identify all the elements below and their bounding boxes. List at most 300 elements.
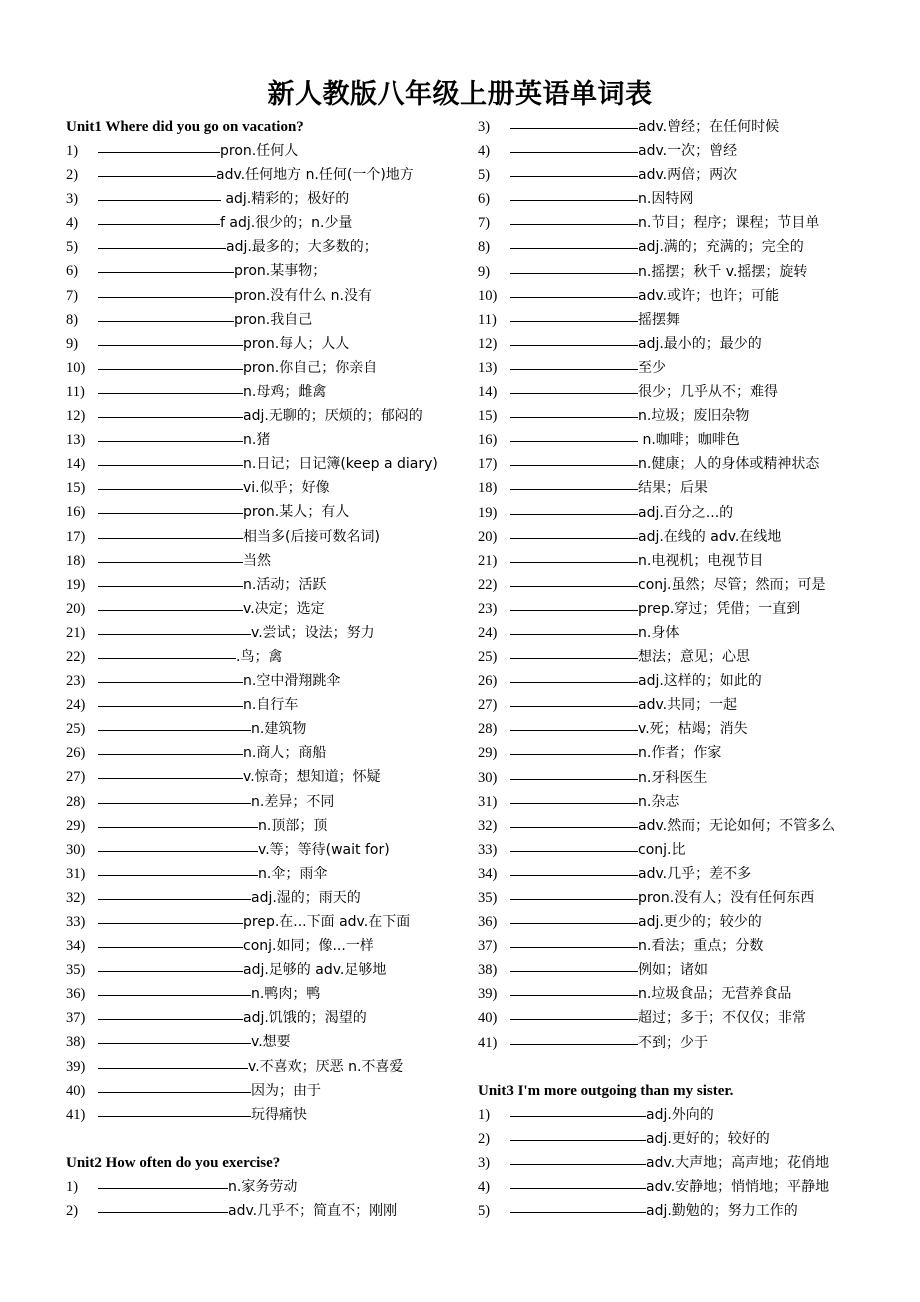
item-number: 6) <box>66 263 79 280</box>
definition-text: 结果；后果 <box>638 480 708 497</box>
item-number: 21) <box>478 552 498 569</box>
answer-blank[interactable] <box>510 609 638 611</box>
definition-text: n.顶部；顶 <box>258 817 328 834</box>
definition-text: adj.饥饿的；渴望的 <box>243 1010 367 1027</box>
item-number: 19) <box>478 504 498 521</box>
item-number: 40) <box>478 1010 498 1027</box>
vocab-row <box>66 380 466 404</box>
vocab-row <box>66 452 466 476</box>
vocab-row <box>66 765 466 789</box>
answer-blank[interactable] <box>98 1018 243 1020</box>
unit2-word-list-left <box>66 1175 466 1223</box>
definition-text: adv.几乎；差不多 <box>638 865 752 882</box>
vocab-row <box>478 139 898 163</box>
item-number: 1) <box>478 1106 491 1123</box>
answer-blank[interactable] <box>98 440 243 442</box>
definition-text: adv.然而；无论如何；不管多么 <box>638 817 836 834</box>
answer-blank[interactable] <box>98 223 220 225</box>
item-number: 2) <box>478 1130 491 1147</box>
page-title: 新人教版八年级上册英语单词表 <box>267 79 653 110</box>
vocab-row <box>66 982 466 1006</box>
answer-blank[interactable] <box>510 296 638 298</box>
definition-text: 想法；意见；心思 <box>638 649 750 666</box>
definition-text: f adj.很少的；n.少量 <box>220 215 353 232</box>
definition-text: 至少 <box>638 359 666 376</box>
definition-text: adj.满的；充满的；完全的 <box>638 239 804 256</box>
definition-text: 当然 <box>243 552 271 569</box>
answer-blank[interactable] <box>98 657 236 659</box>
vocab-row <box>478 356 898 380</box>
answer-blank[interactable] <box>98 970 243 972</box>
answer-blank[interactable] <box>510 753 638 755</box>
item-number: 12) <box>478 335 498 352</box>
item-number: 36) <box>66 986 86 1003</box>
answer-blank[interactable] <box>98 898 251 900</box>
definition-text: n.作者；作家 <box>638 745 722 762</box>
definition-text: n.建筑物 <box>251 721 307 738</box>
item-number: 33) <box>478 841 498 858</box>
answer-blank[interactable] <box>510 1163 646 1165</box>
definition-text: v.不喜欢；厌恶 n.不喜爱 <box>248 1058 404 1075</box>
answer-blank[interactable] <box>98 175 216 177</box>
answer-blank[interactable] <box>510 946 638 948</box>
vocab-row <box>66 934 466 958</box>
definition-text: 例如；诸如 <box>638 962 708 979</box>
answer-blank[interactable] <box>98 464 243 466</box>
definition-text: n.差异；不同 <box>251 793 335 810</box>
vocab-row <box>66 356 466 380</box>
answer-blank[interactable] <box>98 561 243 563</box>
item-number: 30) <box>478 769 498 786</box>
item-number: 10) <box>478 287 498 304</box>
definition-text: n.空中滑翔跳伞 <box>243 673 341 690</box>
definition-text: n.节目；程序；课程；节目单 <box>638 215 820 232</box>
item-number: 29) <box>66 817 86 834</box>
answer-blank[interactable] <box>98 392 243 394</box>
item-number: 17) <box>66 528 86 545</box>
definition-text: n.身体 <box>638 624 680 641</box>
definition-text: n.牙科医生 <box>638 769 708 786</box>
unit3-heading: Unit3 I'm more outgoing than my sister. <box>478 1082 734 1099</box>
item-number: 16) <box>66 504 86 521</box>
definition-text: prep.穿过；凭借；一直到 <box>638 600 801 617</box>
item-number: 35) <box>66 962 86 979</box>
answer-blank[interactable] <box>510 1187 646 1189</box>
unit2-word-list-right <box>478 115 898 1055</box>
item-number: 30) <box>66 841 86 858</box>
item-number: 1) <box>66 1178 79 1195</box>
answer-blank[interactable] <box>98 826 258 828</box>
answer-blank[interactable] <box>510 247 638 249</box>
answer-blank[interactable] <box>98 1067 248 1069</box>
definition-text: 因为；由于 <box>251 1082 321 1099</box>
answer-blank[interactable] <box>510 320 638 322</box>
answer-blank[interactable] <box>98 368 243 370</box>
vocab-row <box>478 1151 898 1175</box>
answer-blank[interactable] <box>510 778 638 780</box>
answer-blank[interactable] <box>510 537 638 539</box>
vocab-row <box>478 1103 898 1127</box>
answer-blank[interactable] <box>98 585 243 587</box>
vocab-row <box>66 1055 466 1079</box>
item-number: 13) <box>66 432 86 449</box>
answer-blank[interactable] <box>510 898 638 900</box>
vocab-row <box>478 549 898 573</box>
answer-blank[interactable] <box>98 296 234 298</box>
answer-blank[interactable] <box>510 802 638 804</box>
item-number: 34) <box>66 938 86 955</box>
item-number: 4) <box>478 1178 491 1195</box>
vocab-row <box>66 741 466 765</box>
vocab-row <box>66 573 466 597</box>
definition-text: adv.共同；一起 <box>638 697 738 714</box>
answer-blank[interactable] <box>510 874 638 876</box>
item-number: 29) <box>478 745 498 762</box>
item-number: 8) <box>478 239 491 256</box>
vocab-row <box>478 1127 898 1151</box>
item-number: 18) <box>478 480 498 497</box>
answer-blank[interactable] <box>510 922 638 924</box>
vocab-row <box>66 525 466 549</box>
definition-text: pron.你自己；你亲自 <box>243 359 378 376</box>
definition-text: n.垃圾食品；无营养食品 <box>638 986 792 1003</box>
answer-blank[interactable] <box>510 561 638 563</box>
vocab-row <box>478 404 898 428</box>
answer-blank[interactable] <box>510 199 638 201</box>
item-number: 19) <box>66 576 86 593</box>
definition-text: 很少；几乎从不；难得 <box>638 384 778 401</box>
answer-blank[interactable] <box>98 729 251 731</box>
definition-text: 超过；多于；不仅仅；非常 <box>638 1010 806 1027</box>
vocab-row <box>478 115 898 139</box>
vocab-row <box>478 862 898 886</box>
vocab-row <box>66 1175 466 1199</box>
vocab-row <box>66 211 466 235</box>
item-number: 17) <box>478 456 498 473</box>
answer-blank[interactable] <box>510 585 638 587</box>
item-number: 31) <box>478 793 498 810</box>
item-number: 3) <box>478 119 491 135</box>
item-number: 5) <box>478 167 491 184</box>
vocab-row <box>66 1103 466 1127</box>
answer-blank[interactable] <box>510 416 638 418</box>
vocab-row <box>66 187 466 211</box>
item-number: 25) <box>478 649 498 666</box>
definition-text: n.电视机；电视节目 <box>638 552 764 569</box>
vocab-row <box>478 1175 898 1199</box>
definition-text: .鸟；禽 <box>236 648 283 665</box>
definition-text: adj.勤勉的；努力工作的 <box>646 1203 798 1220</box>
answer-blank[interactable] <box>98 1187 228 1189</box>
definition-text: n.商人；商船 <box>243 745 327 762</box>
answer-blank[interactable] <box>98 1211 228 1213</box>
definition-text: v.尝试；设法；努力 <box>251 624 375 641</box>
vocab-row <box>478 645 898 669</box>
definition-text: pron.任何人 <box>220 143 299 159</box>
answer-blank[interactable] <box>98 199 221 201</box>
definition-text: adj.最小的；最少的 <box>638 335 762 352</box>
vocab-row <box>66 838 466 862</box>
answer-blank[interactable] <box>510 464 638 466</box>
answer-blank[interactable] <box>98 922 243 924</box>
answer-blank[interactable] <box>510 1211 646 1213</box>
answer-blank[interactable] <box>98 850 258 852</box>
definition-text: pron.某人；有人 <box>243 504 350 521</box>
item-number: 32) <box>478 817 498 834</box>
definition-text: adj.无聊的；厌烦的；郁闷的 <box>243 408 423 425</box>
vocab-row <box>478 380 898 404</box>
answer-blank[interactable] <box>98 994 251 996</box>
answer-blank[interactable] <box>98 753 243 755</box>
vocab-row <box>478 1199 898 1223</box>
item-number: 21) <box>66 624 86 641</box>
answer-blank[interactable] <box>98 320 234 322</box>
unit1-heading: Unit1 Where did you go on vacation? <box>66 119 304 135</box>
answer-blank[interactable] <box>98 271 234 273</box>
item-number: 20) <box>478 528 498 545</box>
vocab-row <box>66 717 466 741</box>
vocab-row <box>478 958 898 982</box>
vocab-row <box>478 476 898 500</box>
definition-text: v.想要 <box>251 1034 291 1051</box>
answer-blank[interactable] <box>98 1042 251 1044</box>
vocab-row <box>66 862 466 886</box>
answer-blank[interactable] <box>510 344 638 346</box>
answer-blank[interactable] <box>510 1018 638 1020</box>
vocab-row <box>66 139 466 163</box>
definition-text: adj.最多的；大多数的； <box>226 239 378 256</box>
definition-text: v.惊奇；想知道；怀疑 <box>243 769 381 786</box>
item-number: 33) <box>66 914 86 930</box>
answer-blank[interactable] <box>510 175 638 177</box>
definition-text: prep.在...下面 adv.在下面 <box>243 914 411 930</box>
definition-text: adv.任何地方 n.任何(一个)地方 <box>216 167 414 184</box>
vocab-row <box>478 693 898 717</box>
vocab-row <box>478 211 898 235</box>
vocab-row <box>66 693 466 717</box>
item-number: 37) <box>478 938 498 955</box>
vocab-row <box>66 790 466 814</box>
item-number: 7) <box>478 215 491 232</box>
item-number: 16) <box>478 432 498 449</box>
answer-blank[interactable] <box>98 633 251 635</box>
answer-blank[interactable] <box>510 392 638 394</box>
definition-text: adj.在线的 adv.在线地 <box>638 528 782 545</box>
answer-blank[interactable] <box>98 874 258 876</box>
item-number: 32) <box>66 889 86 906</box>
definition-text: pron.我自己 <box>234 311 313 328</box>
item-number: 15) <box>66 480 86 497</box>
item-number: 35) <box>478 890 498 906</box>
definition-text: adj.这样的；如此的 <box>638 673 762 690</box>
item-number: 24) <box>478 624 498 641</box>
definition-text: n.活动；活跃 <box>243 576 327 593</box>
answer-blank[interactable] <box>510 440 638 442</box>
vocab-row <box>478 525 898 549</box>
vocab-row <box>66 958 466 982</box>
item-number: 1) <box>66 143 79 159</box>
vocab-row <box>478 284 898 308</box>
item-number: 39) <box>66 1058 86 1075</box>
vocab-row <box>66 235 466 259</box>
definition-text: adj.外向的 <box>646 1106 714 1123</box>
definition-text: conj.比 <box>638 841 686 858</box>
definition-text: n.垃圾；废旧杂物 <box>638 408 750 425</box>
vocab-row <box>478 934 898 958</box>
item-number: 8) <box>66 311 79 328</box>
answer-blank[interactable] <box>510 1115 646 1117</box>
definition-text: adj.百分之...的 <box>638 504 734 521</box>
vocab-row <box>66 886 466 910</box>
vocab-row <box>66 910 466 934</box>
definition-text: adv.曾经；在任何时候 <box>638 119 780 135</box>
definition-text: 相当多(后接可数名词) <box>243 528 380 545</box>
answer-blank[interactable] <box>510 513 638 515</box>
item-number: 38) <box>66 1034 86 1051</box>
answer-blank[interactable] <box>98 1115 251 1117</box>
vocab-row <box>66 500 466 524</box>
definition-text: n.家务劳动 <box>228 1178 298 1195</box>
answer-blank[interactable] <box>510 488 638 490</box>
definition-text: adj.足够的 adv.足够地 <box>243 962 387 979</box>
answer-blank[interactable] <box>510 1043 638 1045</box>
vocab-row <box>66 814 466 838</box>
definition-text: vi.似乎；好像 <box>243 480 330 497</box>
vocab-row <box>66 332 466 356</box>
definition-text: n.母鸡；雌禽 <box>243 383 327 400</box>
definition-text: n.因特网 <box>638 191 694 208</box>
vocab-row <box>478 597 898 621</box>
item-number: 26) <box>66 745 86 762</box>
answer-blank[interactable] <box>510 850 638 852</box>
answer-blank[interactable] <box>510 127 638 129</box>
definition-text: adv.一次；曾经 <box>638 143 738 160</box>
answer-blank[interactable] <box>98 705 243 707</box>
answer-blank[interactable] <box>510 970 638 972</box>
answer-blank[interactable] <box>98 802 251 804</box>
answer-blank[interactable] <box>98 512 243 514</box>
vocab-row <box>478 814 898 838</box>
item-number: 9) <box>478 263 491 280</box>
vocab-row <box>478 669 898 693</box>
definition-text: 摇摆舞 <box>638 311 680 328</box>
vocab-row <box>478 982 898 1006</box>
answer-blank[interactable] <box>98 151 220 153</box>
definition-text: n.日记；日记簿(keep a diary) <box>243 456 438 473</box>
item-number: 5) <box>66 239 79 256</box>
item-number: 28) <box>478 721 498 738</box>
item-number: 4) <box>66 215 79 232</box>
vocab-row <box>478 501 898 525</box>
item-number: 20) <box>66 600 86 617</box>
definition-text: n.咖啡；咖啡色 <box>638 432 740 449</box>
item-number: 39) <box>478 986 498 1003</box>
item-number: 14) <box>66 456 86 473</box>
answer-blank[interactable] <box>98 344 243 346</box>
item-number: 25) <box>66 721 86 738</box>
unit3-word-list <box>478 1103 898 1223</box>
answer-blank[interactable] <box>98 681 243 683</box>
item-number: 37) <box>66 1010 86 1027</box>
vocab-row <box>478 308 898 332</box>
answer-blank[interactable] <box>98 247 226 249</box>
answer-blank[interactable] <box>98 777 243 779</box>
definition-text: 不到；少于 <box>638 1034 708 1051</box>
vocab-row <box>66 597 466 621</box>
item-number: 36) <box>478 914 498 931</box>
vocab-row <box>478 1006 898 1030</box>
item-number: 2) <box>66 1202 79 1219</box>
answer-blank[interactable] <box>510 633 638 635</box>
vocab-row <box>66 284 466 308</box>
answer-blank[interactable] <box>98 946 243 948</box>
vocab-row <box>478 260 898 284</box>
definition-text: n.看法；重点；分数 <box>638 938 764 955</box>
item-number: 7) <box>66 287 79 304</box>
definition-text: pron.没有人；没有任何东西 <box>638 890 815 906</box>
answer-blank[interactable] <box>510 1139 646 1141</box>
definition-text: n.摇摆；秋千 v.摇摆；旋转 <box>638 263 808 280</box>
answer-blank[interactable] <box>510 657 638 659</box>
definition-text: adv.两倍；两次 <box>638 167 738 184</box>
answer-blank[interactable] <box>510 223 638 225</box>
vocab-row <box>478 1031 898 1055</box>
answer-blank[interactable] <box>510 368 638 370</box>
item-number: 6) <box>478 191 491 208</box>
item-number: 27) <box>478 697 498 714</box>
answer-blank[interactable] <box>98 416 243 418</box>
item-number: 31) <box>66 865 86 882</box>
answer-blank[interactable] <box>510 729 638 731</box>
item-number: 27) <box>66 769 86 786</box>
answer-blank[interactable] <box>510 826 638 828</box>
definition-text: n.鸭肉；鸭 <box>251 986 321 1003</box>
answer-blank[interactable] <box>98 488 243 490</box>
vocab-row <box>478 187 898 211</box>
answer-blank[interactable] <box>98 537 243 539</box>
definition-text: n.伞；雨伞 <box>258 865 328 882</box>
vocab-row <box>66 308 466 332</box>
answer-blank[interactable] <box>98 1091 251 1093</box>
item-number: 4) <box>478 143 491 160</box>
vocab-row <box>66 1030 466 1054</box>
item-number: 40) <box>66 1082 86 1099</box>
vocab-row <box>66 1079 466 1103</box>
definition-text: adv.大声地；高声地；花俏地 <box>646 1154 830 1171</box>
item-number: 26) <box>478 673 498 690</box>
answer-blank[interactable] <box>510 994 638 996</box>
vocab-row <box>66 621 466 645</box>
vocab-row <box>66 404 466 428</box>
definition-text: conj.虽然；尽管；然而；可是 <box>638 576 826 593</box>
vocab-row <box>478 717 898 741</box>
item-number: 14) <box>478 384 498 401</box>
definition-text: adv.或许；也许；可能 <box>638 287 780 304</box>
answer-blank[interactable] <box>510 705 638 707</box>
answer-blank[interactable] <box>510 681 638 683</box>
item-number: 28) <box>66 793 86 810</box>
answer-blank[interactable] <box>510 272 638 274</box>
vocab-row <box>66 669 466 693</box>
answer-blank[interactable] <box>510 151 638 153</box>
answer-blank[interactable] <box>98 609 243 611</box>
item-number: 3) <box>66 191 79 208</box>
item-number: 12) <box>66 408 86 425</box>
vocab-row <box>66 476 466 500</box>
definition-text: adv.几乎不；简直不；刚刚 <box>228 1202 398 1219</box>
item-number: 5) <box>478 1203 491 1220</box>
definition-text: pron.每人；人人 <box>243 335 350 352</box>
